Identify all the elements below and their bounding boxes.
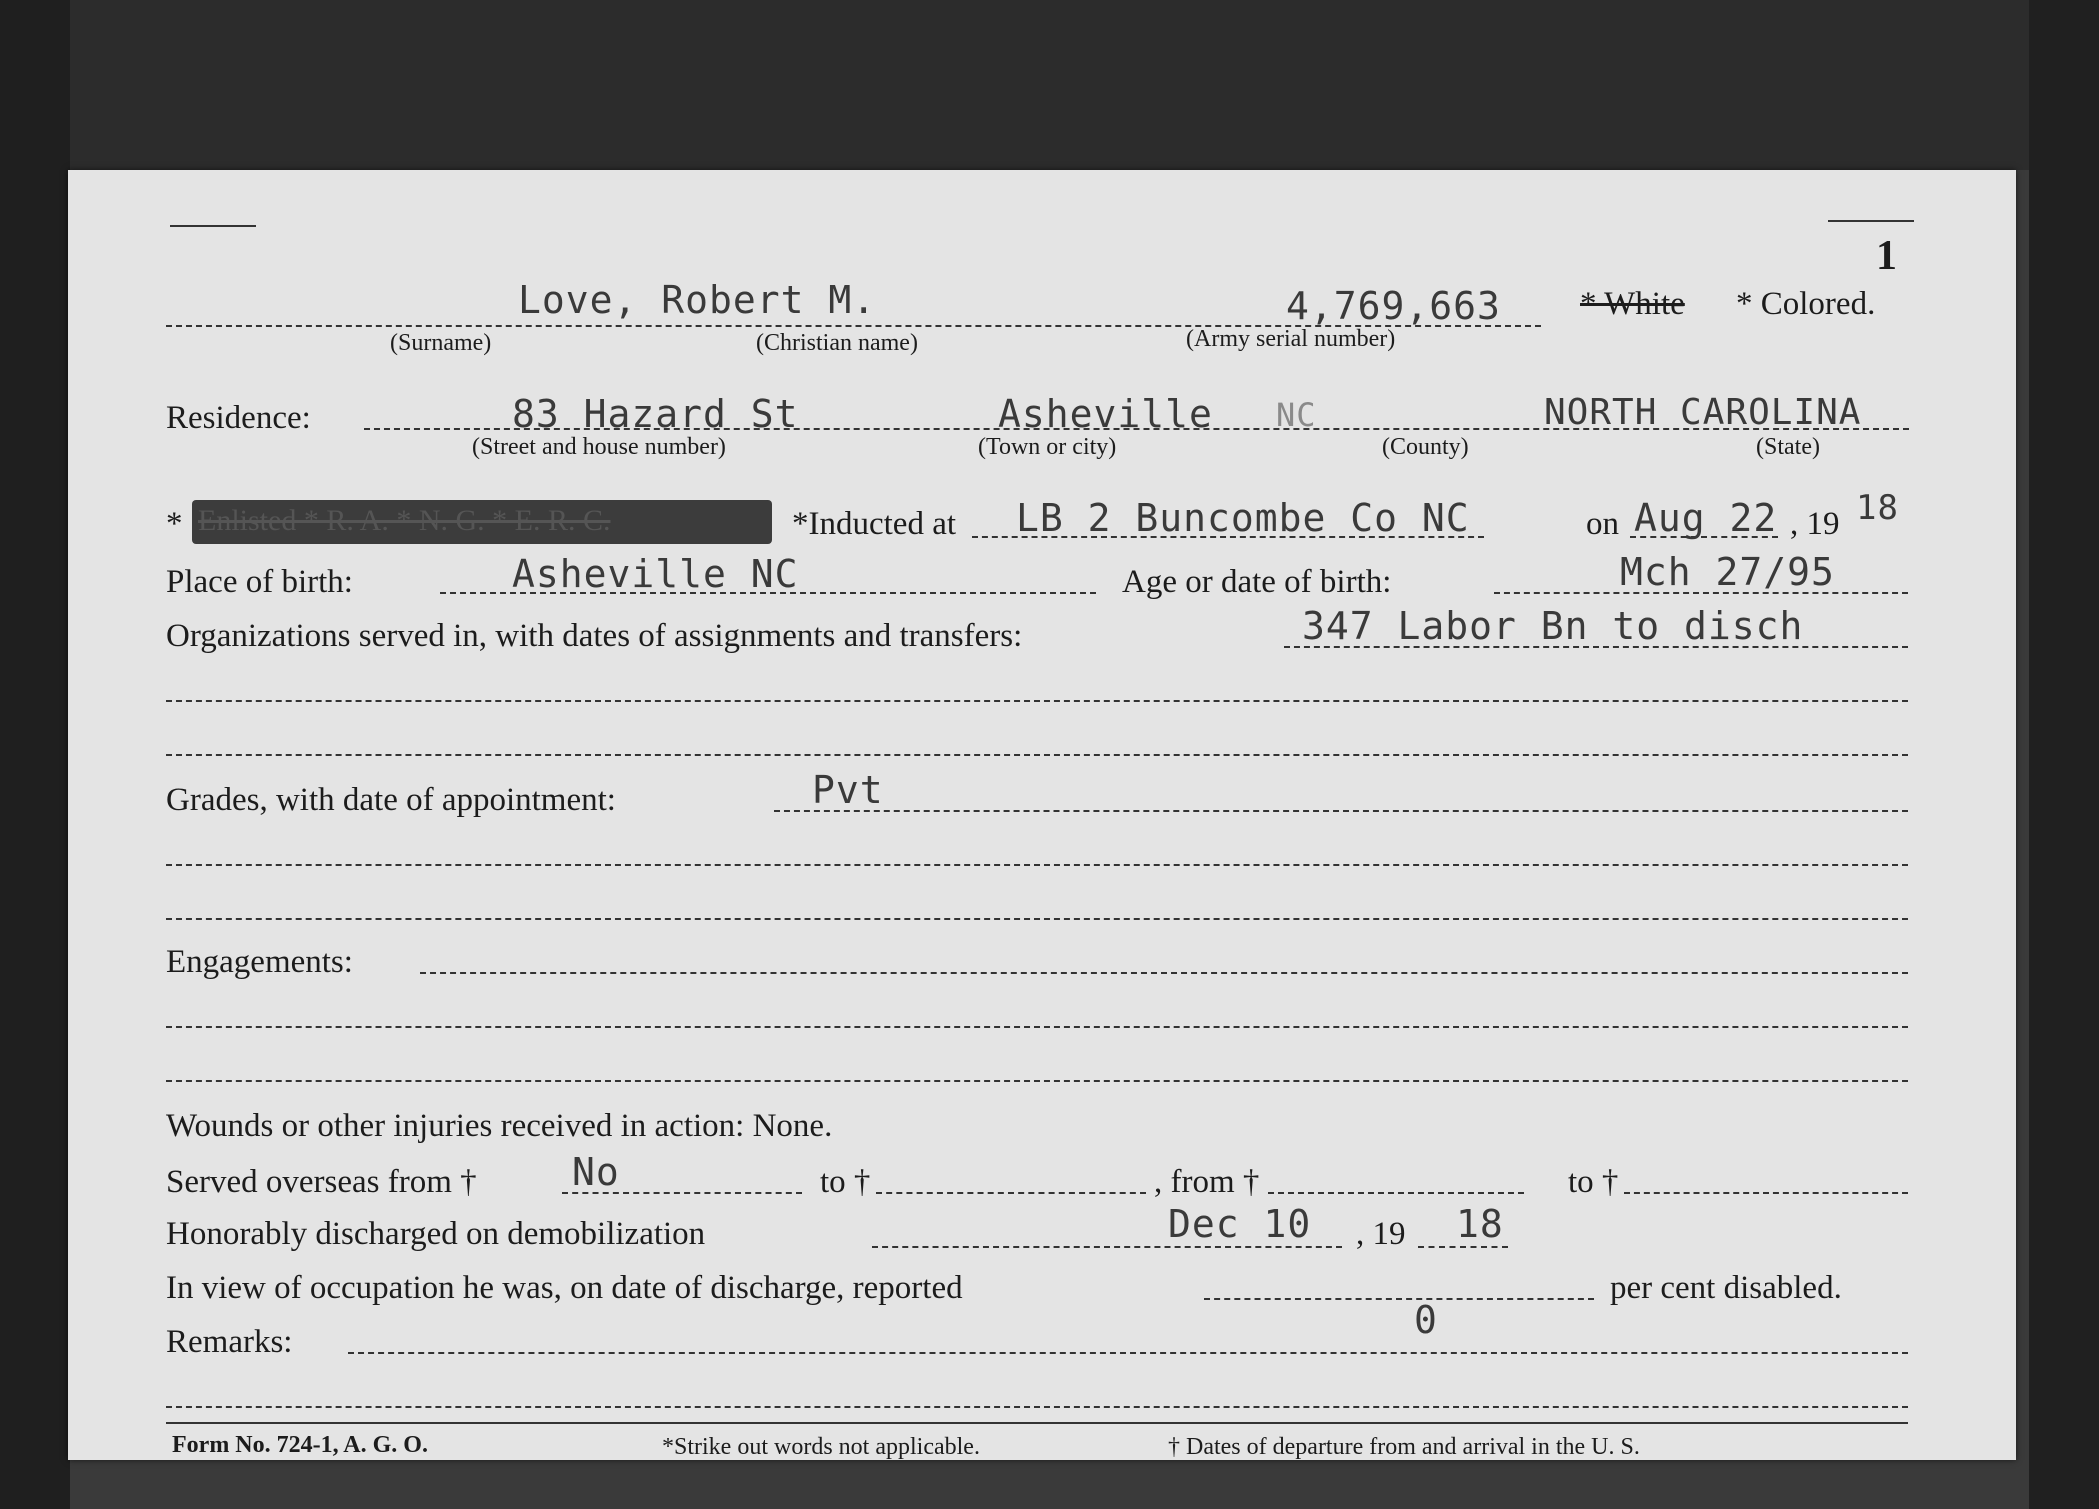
grades-line-3: [166, 918, 1908, 920]
town-caption: (Town or city): [978, 434, 1117, 460]
residence-label: Residence:: [166, 400, 311, 436]
remarks-line-1: [348, 1352, 1908, 1354]
race-white: * White: [1580, 286, 1685, 322]
wounds-label: Wounds or other injuries received in action: None.: [166, 1108, 833, 1144]
residence-street: 83 Hazard St: [512, 392, 799, 436]
engagements-line-2: [166, 1026, 1908, 1028]
serial-value: 4,769,663: [1286, 284, 1501, 328]
dark-background-right: [2029, 0, 2099, 1509]
discharge-year-line: [1418, 1246, 1508, 1248]
overseas-from-label-2: , from †: [1154, 1164, 1260, 1200]
dark-background-left: [0, 0, 70, 1509]
birth-place-value: Asheville NC: [512, 552, 799, 596]
discharge-label: Honorably discharged on demobilization: [166, 1216, 706, 1252]
grades-label: Grades, with date of appointment:: [166, 782, 616, 818]
state-caption: (State): [1756, 434, 1820, 460]
service-record-card: [68, 170, 2016, 1460]
engagements-label: Engagements:: [166, 944, 353, 980]
inducted-place: LB 2 Buncombe Co NC: [1016, 496, 1470, 540]
form-number: Form No. 724-1, A. G. O.: [172, 1432, 428, 1458]
discharge-year-suffix: 18: [1456, 1202, 1504, 1246]
on-label: on: [1586, 506, 1619, 542]
organizations-line-3: [166, 754, 1908, 756]
remarks-line-2: [166, 1406, 1908, 1408]
birth-date-value: Mch 27/95: [1620, 550, 1835, 594]
induction-year-prefix: , 19: [1790, 506, 1840, 542]
name-value: Love, Robert M.: [518, 278, 877, 322]
overseas-to-label-1: to †: [820, 1164, 871, 1200]
top-right-rule: [1828, 220, 1914, 222]
disability-label: In view of occupation he was, on date of discharge, reported: [166, 1270, 963, 1306]
overseas-to-line-1: [876, 1192, 1146, 1194]
inducted-label: *Inducted at: [792, 506, 957, 542]
induction-date: Aug 22: [1634, 496, 1778, 540]
grades-line-1: [774, 810, 1908, 812]
footer-note-dates: † Dates of departure from and arrival in the U. S.: [1168, 1434, 1640, 1460]
disability-line: [1204, 1298, 1594, 1300]
organizations-line-2: [166, 700, 1908, 702]
grades-line-2: [166, 864, 1908, 866]
induction-year-suffix: 18: [1856, 488, 1899, 528]
birth-date-label: Age or date of birth:: [1122, 564, 1392, 600]
christian-name-caption: (Christian name): [756, 330, 918, 356]
overseas-value: No: [572, 1150, 620, 1194]
organizations-label: Organizations served in, with dates of assignments and transfers:: [166, 618, 1023, 654]
county-caption: (County): [1382, 434, 1469, 460]
organizations-value: 347 Labor Bn to disch: [1302, 604, 1804, 648]
surname-caption: (Surname): [390, 330, 492, 356]
overseas-to-line-2: [1624, 1192, 1908, 1194]
engagements-line-3: [166, 1080, 1908, 1082]
overseas-to-label-2: to †: [1568, 1164, 1619, 1200]
serial-caption: (Army serial number): [1186, 326, 1396, 352]
race-colored: * Colored.: [1736, 286, 1876, 322]
enlistment-asterisk: *: [166, 506, 183, 542]
engagements-line-1: [420, 972, 1908, 974]
birth-place-label: Place of birth:: [166, 564, 353, 600]
residence-town-extra: NC: [1276, 396, 1317, 434]
disability-suffix: per cent disabled.: [1610, 1270, 1842, 1306]
street-caption: (Street and house number): [472, 434, 726, 460]
residence-town: Asheville: [998, 392, 1213, 436]
footer-note-strike: *Strike out words not applicable.: [662, 1434, 980, 1460]
residence-state: NORTH CAROLINA: [1544, 392, 1862, 433]
grades-value: Pvt: [812, 768, 884, 812]
dark-background-top: [0, 0, 2099, 170]
overseas-label: Served overseas from †: [166, 1164, 477, 1200]
remarks-label: Remarks:: [166, 1324, 293, 1360]
footer-rule: [166, 1422, 1908, 1424]
top-left-rule: [170, 225, 256, 227]
discharge-date: Dec 10: [1168, 1202, 1312, 1246]
discharge-year-prefix: , 19: [1356, 1216, 1406, 1252]
struck-enlistment-text: Enlisted * R. A. * N. G. * E. R. C.: [198, 504, 611, 537]
card-number: 1: [1876, 233, 1897, 279]
overseas-from-line-2: [1268, 1192, 1524, 1194]
struck-enlistment-options: [192, 500, 772, 544]
disability-value: 0: [1414, 1298, 1438, 1342]
discharge-date-line: [872, 1246, 1342, 1248]
